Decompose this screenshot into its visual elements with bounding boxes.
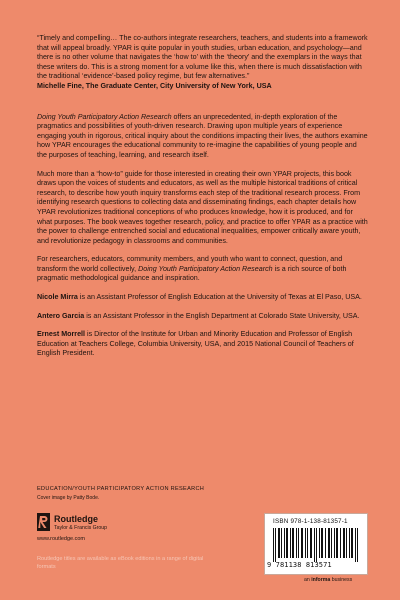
author-name: Nicole Mirra bbox=[37, 293, 78, 302]
audience-text-end: is a rich source of both pragmatic methodological guidance and inspiration. bbox=[37, 264, 347, 283]
body-paragraph: Much more than a “how-to” guide for those interested in creating their own YPAR projects, this book draws upon the voices of students and educators, as well as the multiple historical traditions of critical research, to describe how youth inquiry transforms each step of the traditional research process. From identifying research questions to collecting data and disseminating findings, each chapter details how YPAR revolutionizes traditional conceptions of who produces knowledge, how it is produced, and for what purposes. The book weaves together research, policy, and practice to offer YPAR as a practice with the power to challenge entrenched social and educational inequalities, empower critically aware youth, and revolutionize pedagogy in classrooms and communities. bbox=[37, 169, 368, 245]
audience-paragraph bbox=[37, 255, 368, 284]
isbn-barcode-box bbox=[264, 513, 368, 575]
book-title-italic: Doing Youth Participatory Action Research bbox=[138, 264, 273, 273]
author-name: Antero Garcia bbox=[37, 311, 85, 320]
author-bio-text: is an Assistant Professor in the English Department at Colorado State University, USA. bbox=[84, 311, 360, 320]
ebook-note: Routledge titles are available as eBook editions in a range of digital formats bbox=[37, 556, 204, 570]
author-bio bbox=[37, 330, 368, 359]
publisher-website: www.routledge.com bbox=[37, 536, 85, 542]
book-title-italic: Doing Youth Participatory Action Research bbox=[37, 112, 172, 121]
informa-prefix: an bbox=[304, 577, 312, 583]
author-bio bbox=[37, 293, 368, 303]
intro-text: offers an unprecedented, in-depth exploration of the pragmatics and possibilities of youth-driven research. Drawing upon multiple years of experience engaging youth in rigorous, critical inquiry about the conditions impacting their lives, the authors examine how YPAR encourages the educational community to re-imagine the capabilities of young people and the purposes of teaching, learning, and research itself. bbox=[37, 112, 368, 159]
publisher-logo bbox=[37, 512, 157, 552]
isbn-label: ISBN 978-1-138-81357-1 bbox=[273, 518, 348, 525]
author-bio-text: is an Assistant Professor of English Education at the University of Texas at El Paso, USA. bbox=[77, 293, 362, 302]
series-category: EDUCATION/YOUTH PARTICIPATORY ACTION RESEARCH bbox=[37, 486, 205, 492]
review-quote: “Timely and compelling… The co-authors integrate researchers, teachers, and students into a framework that will appeal broadly. YPAR is quite popular in youth studies, urban education, and psychology—and there is no other volume that navigates the ‘how to’ with the ‘theory’ and the exemplars in the ways that these writers do. This is a strong moment for a volume like this, when there is much dissatisfaction with the traditional ‘evidence’-based policy regime, but few alternatives.” bbox=[37, 34, 368, 81]
cover-credit: Cover image by Patty Bode. bbox=[37, 495, 100, 501]
publisher-subtitle: Taylor & Francis Group bbox=[54, 525, 108, 531]
publisher-name: Routledge bbox=[54, 514, 98, 524]
intro-paragraph bbox=[37, 113, 368, 161]
author-bio bbox=[37, 312, 368, 322]
author-bio-text: is Director of the Institute for Urban and Minority Education and Professor of English Education at Teachers College, Columbia University, USA, and 2015 National Council of Teachers of English President. bbox=[37, 330, 354, 358]
informa-suffix: business bbox=[330, 577, 353, 583]
informa-business bbox=[304, 577, 352, 583]
review-author: Michelle Fine, The Graduate Center, City University of New York, USA bbox=[37, 81, 272, 90]
audience-text: For researchers, educators, community members, and youth who want to connect, question, and transform the world collectively, bbox=[37, 255, 343, 273]
informa-brand: informa bbox=[311, 577, 331, 583]
barcode-icon bbox=[271, 528, 361, 562]
routledge-r-icon bbox=[37, 513, 50, 531]
author-name: Ernest Morrell bbox=[37, 330, 86, 339]
barcode-digits: 9 781138 813571 bbox=[267, 561, 332, 569]
